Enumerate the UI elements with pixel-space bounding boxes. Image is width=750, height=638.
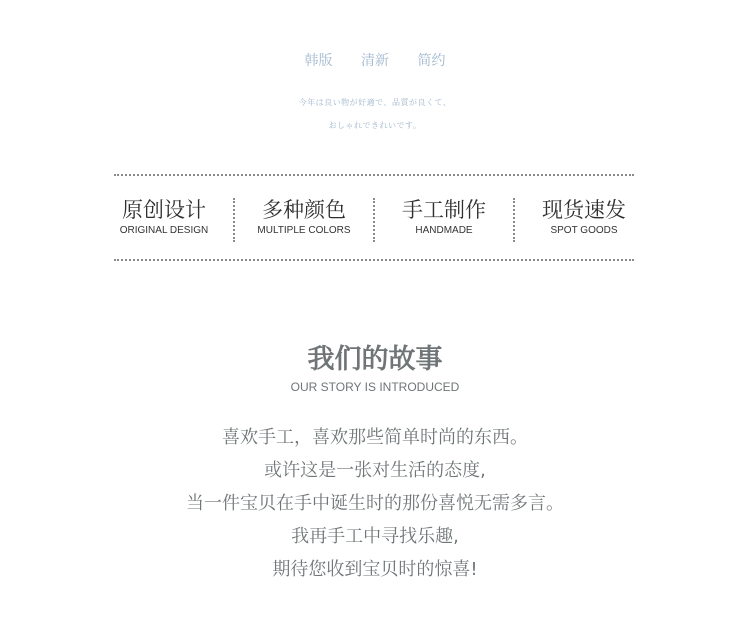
story-line: 喜欢手工，喜欢那些简单时尚的东西。 [222,427,528,448]
feature-subtitle: SPOT GOODS [550,225,618,236]
feature-subtitle: ORIGINAL DESIGN [119,225,209,236]
story-title: 我们的故事 [307,344,443,375]
dotted-divider-top [114,174,634,176]
story-line: 当一件宝贝在手中诞生时的那份喜悦无需多言。 [186,493,564,514]
feature-row [114,196,634,244]
intro-jp-line-2: おしゃれできれいです。 [328,121,422,130]
dotted-separator [233,198,235,242]
feature-subtitle: HANDMADE [415,225,473,236]
dotted-divider-bottom [114,259,634,261]
dotted-separator [373,198,375,242]
story-line: 我再手工中寻找乐趣, [291,526,459,547]
feature-title: 现货速发 [542,198,626,222]
feature-spot-goods [534,196,634,244]
tag-korean: 韩版 [304,53,333,69]
story-subtitle: OUR STORY IS INTRODUCED [290,380,460,394]
feature-multiple-colors [254,196,354,244]
feature-subtitle: MULTIPLE COLORS [257,225,351,236]
style-tags [0,50,750,70]
tag-fresh: 清新 [361,53,389,69]
intro-jp-line-1: 今年は良い物が好適で、品質が良くて、 [298,98,452,107]
feature-original-design [114,196,214,244]
feature-handmade [394,196,494,244]
feature-title: 原创设计 [122,198,206,222]
story-line: 或许这是一张对生活的态度, [264,460,486,481]
story-line: 期待您收到宝贝时的惊喜! [272,559,478,580]
feature-title: 手工制作 [402,198,486,222]
story-body [0,424,750,589]
feature-title: 多种颜色 [262,198,346,222]
tag-simple: 简约 [417,53,446,69]
dotted-separator [513,198,515,242]
